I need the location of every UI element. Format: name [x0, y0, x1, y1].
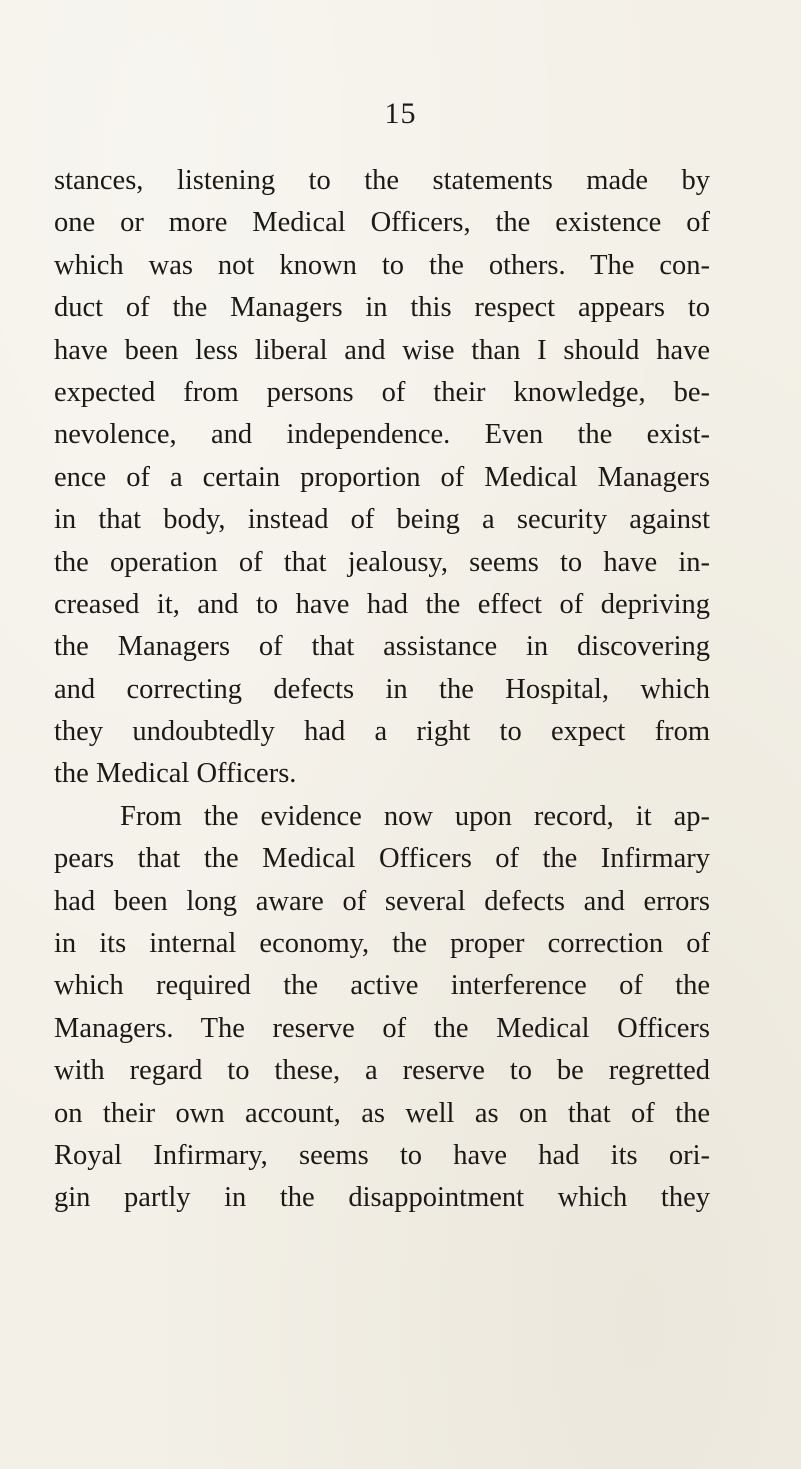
- text-line: ence of a certain proportion of Medical Managers: [54, 461, 710, 493]
- text-line: which was not known to the others. The con-: [54, 249, 710, 281]
- text-line: the Managers of that assistance in discovering: [54, 631, 710, 663]
- text-line: in that body, instead of being a security against: [54, 504, 710, 536]
- text-line: gin partly in the disappointment which they: [54, 1182, 710, 1214]
- text-line: stances, listening to the statements made by: [54, 165, 710, 196]
- text-line: creased it, and to have had the effect of depriving: [54, 588, 710, 620]
- text-line: which required the active interference of the: [54, 970, 710, 1002]
- text-line: one or more Medical Officers, the existence of: [54, 207, 710, 239]
- text-line: with regard to these, a reserve to be regretted: [54, 1055, 710, 1087]
- text-line: in its internal economy, the proper correction of: [54, 928, 710, 960]
- text-line: Managers. The reserve of the Medical Officers: [54, 1012, 710, 1044]
- text-line: the operation of that jealousy, seems to have in-: [54, 546, 710, 578]
- text-line: From the evidence now upon record, it ap-: [120, 800, 710, 832]
- text-line: on their own account, as well as on that of the: [54, 1097, 710, 1129]
- text-line: Royal Infirmary, seems to have had its ori-: [54, 1139, 710, 1171]
- text-line: pears that the Medical Officers of the Infirmary: [54, 843, 710, 875]
- body-text: [54, 160, 710, 1220]
- text-line: had been long aware of several defects and errors: [54, 885, 710, 917]
- text-line: expected from persons of their knowledge, be-: [54, 376, 710, 408]
- text-line: have been less liberal and wise than I should have: [54, 334, 710, 366]
- text-line: and correcting defects in the Hospital, which: [54, 673, 710, 705]
- text-line: nevolence, and independence. Even the exist-: [54, 419, 710, 451]
- text-line: they undoubtedly had a right to expect from: [54, 716, 710, 748]
- text-line: the Medical Officers.: [54, 758, 297, 790]
- page-number: 15: [384, 97, 417, 130]
- text-line: duct of the Managers in this respect appears to: [54, 292, 710, 324]
